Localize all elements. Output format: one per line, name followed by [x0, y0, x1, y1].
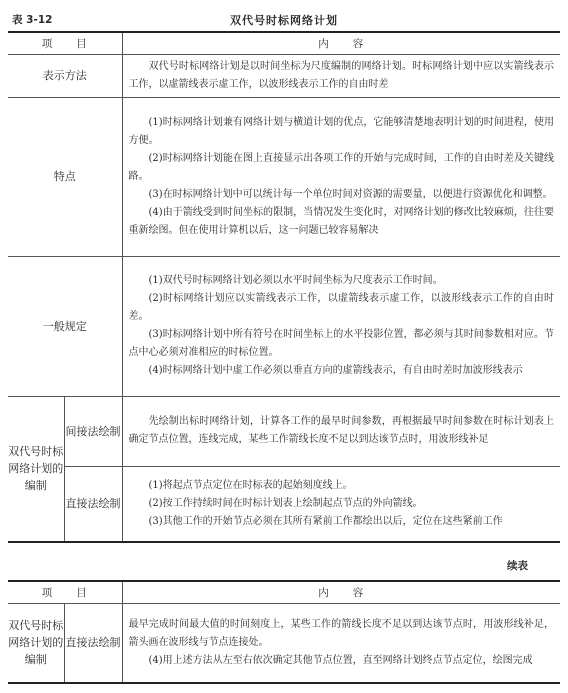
representation-label: 表示方法: [8, 54, 122, 97]
features-item: (3)在时标网络计划中可以统计每一个单位时间对资源的需要量，以便进行资源优化和调整。: [148, 188, 553, 200]
compilation-label: 双代号时标网络计划的编制: [8, 396, 64, 542]
indirect-text: 先绘制出标时网络计划，计算各工作的最早时间参数，再根据最早时间参数在时标计划表上确定节点位置，连线完成，某些工作箭线长度不足以到达该节点时，用波形线补足: [122, 396, 560, 466]
continuation-text: [122, 603, 560, 683]
continued-label: 续表: [507, 560, 528, 572]
general-label: 一般规定: [8, 256, 122, 396]
continuation-table: [8, 580, 560, 684]
features-item: (4)由于箭线受到时间坐标的限制，当情况发生变化时，对网络计划的修改比较麻烦，往往要重新绘图。但在使用计算机以后，这一问题已较容易解决: [128, 206, 554, 236]
representation-text: 双代号时标网络计划是以时间坐标为尺度编制的网络计划。时标网络计划中应以实箭线表示工作，以虚箭线表示虚工作，以波形线表示工作的自由时差: [122, 54, 560, 97]
general-item: (3)时标网络计划中所有符号在时间坐标上的水平投影位置，都必须与其时间参数相对应。节点中心必须对准相应的时标位置。: [128, 329, 554, 358]
general-item: (4)时标网络计划中虚工作必须以垂直方向的虚箭线表示，有自由时差时加波形线表示: [148, 365, 523, 376]
header-content: 内 容: [122, 581, 560, 603]
features-item: (1)时标网络计划兼有网络计划与横道计划的优点，它能够清楚地表明计划的时间进程，使用方便。: [128, 116, 554, 146]
row-continuation: [8, 603, 560, 683]
direct-item: (1)将起点节点定位在时标表的起始刻度线上。: [148, 479, 353, 491]
row-general: [8, 256, 560, 396]
direct-item: (2)按工作持续时间在时标计划表上绘制起点节点的外向箭线。: [148, 497, 423, 509]
general-item: (1)双代号时标网络计划必须以水平时间坐标为尺度表示工作时间。: [148, 275, 443, 286]
table-title: 双代号时标网络计划: [230, 14, 338, 27]
continuation-item: 最早完成时间最大值的时间刻度上，某些工作的箭线长度不足以到达该节点时，用波形线补足，箭头画在波形线与节点连接处。: [128, 618, 554, 648]
header-row: [8, 32, 560, 54]
header-row: [8, 581, 560, 603]
row-representation: [8, 54, 560, 97]
general-text: [122, 256, 560, 396]
features-text: [122, 97, 560, 256]
general-item: (2)时标网络计划应以实箭线表示工作，以虚箭线表示虚工作，以波形线表示工作的自由时差。: [128, 293, 554, 322]
row-indirect: [8, 396, 560, 466]
table-number: 表 3-12: [12, 14, 53, 26]
continuation-label: 双代号时标网络计划的编制: [8, 603, 64, 683]
header-item: 项 目: [8, 32, 122, 54]
header-content: 内 容: [122, 32, 560, 54]
direct-label: 直接法绘制: [64, 466, 122, 542]
features-item: (2)时标网络计划能在图上直接显示出各项工作的开始与完成时间，工作的自由时差及关键线路。: [128, 152, 554, 182]
header-item: 项 目: [8, 581, 122, 603]
direct-item: (3)其他工作的开始节点必须在其所有紧前工作都绘出以后，定位在这些紧前工作: [148, 515, 503, 527]
row-direct: [8, 466, 560, 542]
row-features: [8, 97, 560, 256]
indirect-label: 间接法绘制: [64, 396, 122, 466]
direct-text: [122, 466, 560, 542]
continuation-item: (4)用上述方法从左至右依次确定其他节点位置，直至网络计划终点节点定位，绘图完成: [148, 654, 533, 666]
continuation-sub-label: 直接法绘制: [64, 603, 122, 683]
features-label: 特点: [8, 97, 122, 256]
main-table: [8, 31, 560, 543]
